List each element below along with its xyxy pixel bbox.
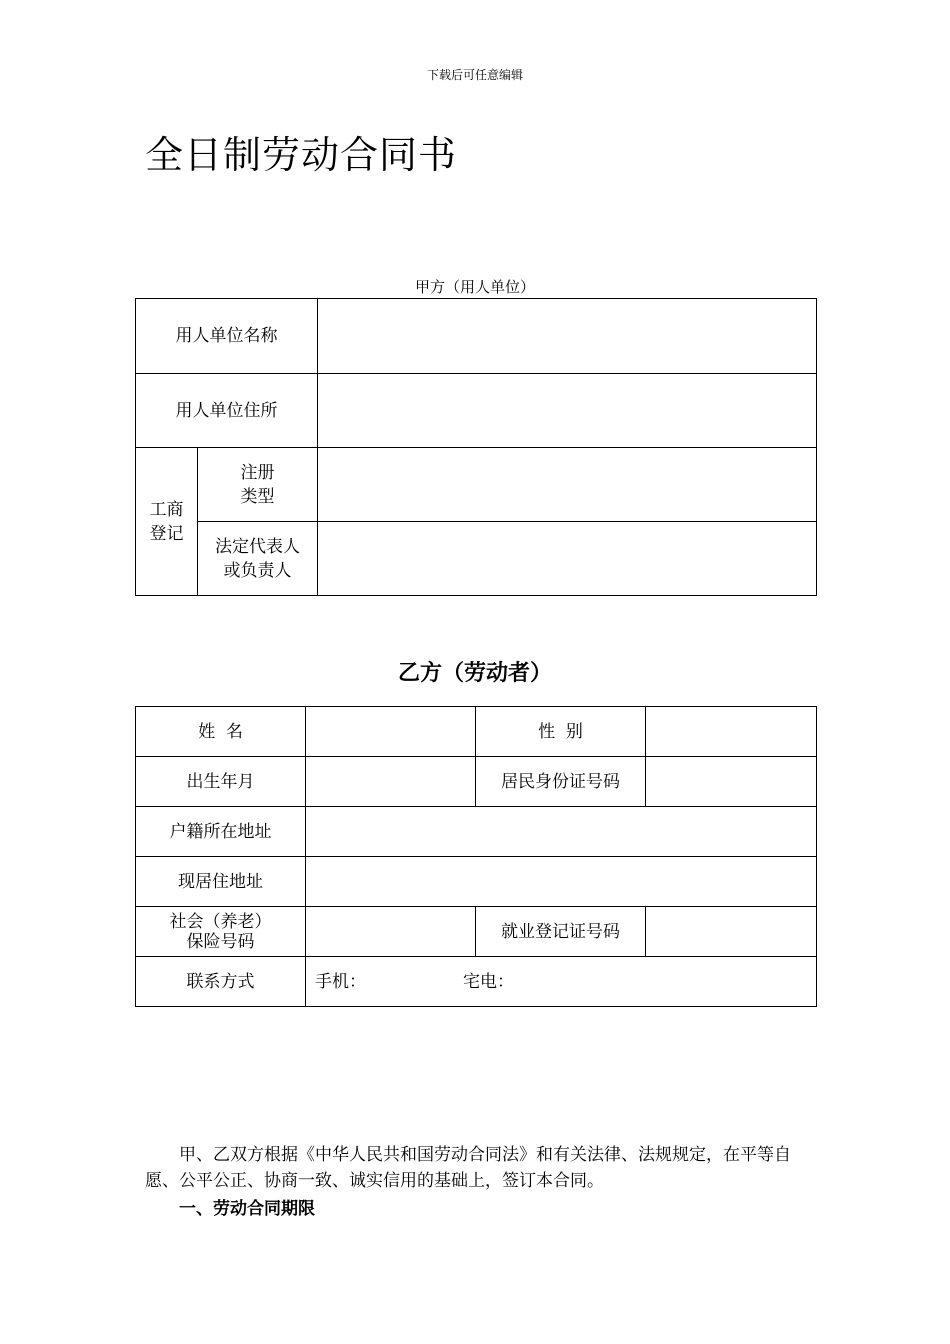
reg-type-label-text: 注册类型 — [240, 462, 275, 507]
header-note: 下载后可任意编辑 — [426, 68, 523, 82]
party-b-title: 乙方（劳动者） — [397, 660, 552, 686]
gender-field[interactable] — [646, 707, 817, 757]
birth-field[interactable] — [306, 757, 476, 807]
party-b-table — [135, 706, 817, 1007]
social-insurance-label-text: 社会（养老）保险号码 — [169, 911, 272, 952]
reg-type-field[interactable] — [318, 448, 817, 522]
page-title: 全日制劳动合同书 — [145, 133, 458, 177]
employment-reg-label: 就业登记证号码 — [476, 907, 646, 957]
party-a-caption: 甲方（用人单位） — [414, 278, 535, 296]
legal-rep-label-text: 法定代表人或负责人 — [215, 536, 300, 581]
birth-label: 出生年月 — [136, 757, 306, 807]
mobile-label: 手机： — [315, 971, 366, 992]
legal-rep-field[interactable] — [318, 522, 817, 596]
home-phone-label: 宅电： — [463, 971, 514, 992]
current-address-field[interactable] — [306, 857, 817, 907]
contact-label: 联系方式 — [136, 957, 306, 1007]
registration-label-text: 工商登记 — [149, 499, 184, 544]
employment-reg-field[interactable] — [646, 907, 817, 957]
id-number-field[interactable] — [646, 757, 817, 807]
name-field[interactable] — [306, 707, 476, 757]
id-number-label: 居民身份证号码 — [476, 757, 646, 807]
party-a-table — [135, 298, 817, 596]
contract-intro-paragraph: 甲、乙双方根据《中华人民共和国劳动合同法》和有关法律、法规规定，在平等自愿、公平公正、协商一致、诚实信用的基础上，签订本合同。 — [145, 1145, 791, 1191]
registration-label — [136, 448, 198, 596]
social-insurance-label — [136, 907, 306, 957]
legal-rep-label — [198, 522, 318, 596]
name-label: 姓 名 — [136, 707, 306, 757]
reg-type-label — [198, 448, 318, 522]
employer-name-label: 用人单位名称 — [136, 299, 318, 374]
hukou-address-label: 户籍所在地址 — [136, 807, 306, 857]
gender-label: 性 别 — [476, 707, 646, 757]
employer-address-field[interactable] — [318, 374, 817, 448]
hukou-address-field[interactable] — [306, 807, 817, 857]
employer-name-field[interactable] — [318, 299, 817, 374]
contact-field[interactable] — [306, 957, 817, 1007]
social-insurance-field[interactable] — [306, 907, 476, 957]
section-heading-contract-term: 一、劳动合同期限 — [179, 1199, 315, 1219]
current-address-label: 现居住地址 — [136, 857, 306, 907]
employer-address-label: 用人单位住所 — [136, 374, 318, 448]
